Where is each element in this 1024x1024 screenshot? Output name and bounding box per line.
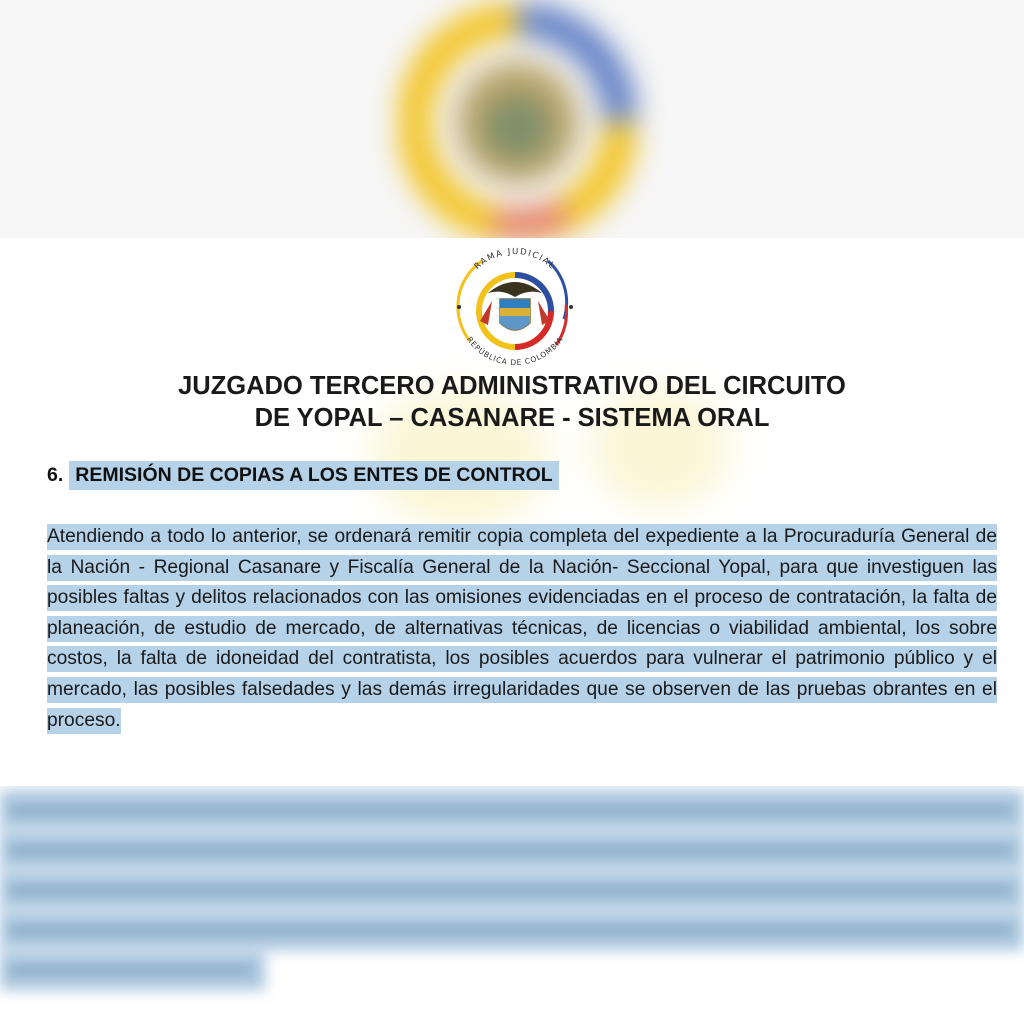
blurred-text-strip: [10, 928, 1010, 933]
seal-arc-top-text: RAMA JUDICIAL: [472, 246, 558, 272]
seal-arc-bottom-text: REPÚBLICA DE COLOMBIA: [465, 334, 565, 368]
blurred-text-strip: [10, 968, 250, 973]
blurred-header-band: [0, 0, 1024, 238]
document-page: [0, 238, 1024, 786]
blurred-text-strip: [10, 808, 1010, 813]
blurred-text-strip: [10, 888, 1010, 893]
body-paragraph: [47, 522, 997, 736]
section-number: 6.: [47, 464, 64, 486]
svg-text:RAMA JUDICIAL: [473, 247, 558, 272]
rama-judicial-seal: [440, 241, 590, 371]
blurred-text-strip: [10, 848, 1010, 853]
court-title-line2: DE YOPAL – CASANARE - SISTEMA ORAL: [254, 404, 770, 432]
court-title: [0, 370, 1024, 434]
section-heading: [47, 464, 559, 487]
section-title: REMISIÓN DE COPIAS A LOS ENTES DE CONTROL: [69, 461, 558, 490]
blurred-seal-icon: [400, 5, 635, 238]
blurred-footer-band: [0, 786, 1024, 1024]
court-title-line1: JUZGADO TERCERO ADMINISTRATIVO DEL CIRCUITO: [178, 372, 846, 400]
svg-text:REPÚBLICA DE COLOMBIA: [465, 335, 565, 367]
highlighted-paragraph-text: Atendiendo a todo lo anterior, se ordenará remitir copia completa del expediente a la Procuraduría General de la Nación - Regional Casanare y Fiscalía General de la Nación- Seccional Yopal, para que investiguen las posibles faltas y delitos relacionados con las omisiones evidenciadas en el proceso de contratación, la falta de planeación, de estudio de mercado, de alternativas técnicas, de licencias o viabilidad ambiental, los sobre costos, la falta de idoneidad del contratista, los posibles acuerdos para vulnerar el patrimonio público y el mercado, las posibles falsedades y las demás irregularidades que se observen de las pruebas obrantes en el proceso.: [47, 524, 997, 734]
